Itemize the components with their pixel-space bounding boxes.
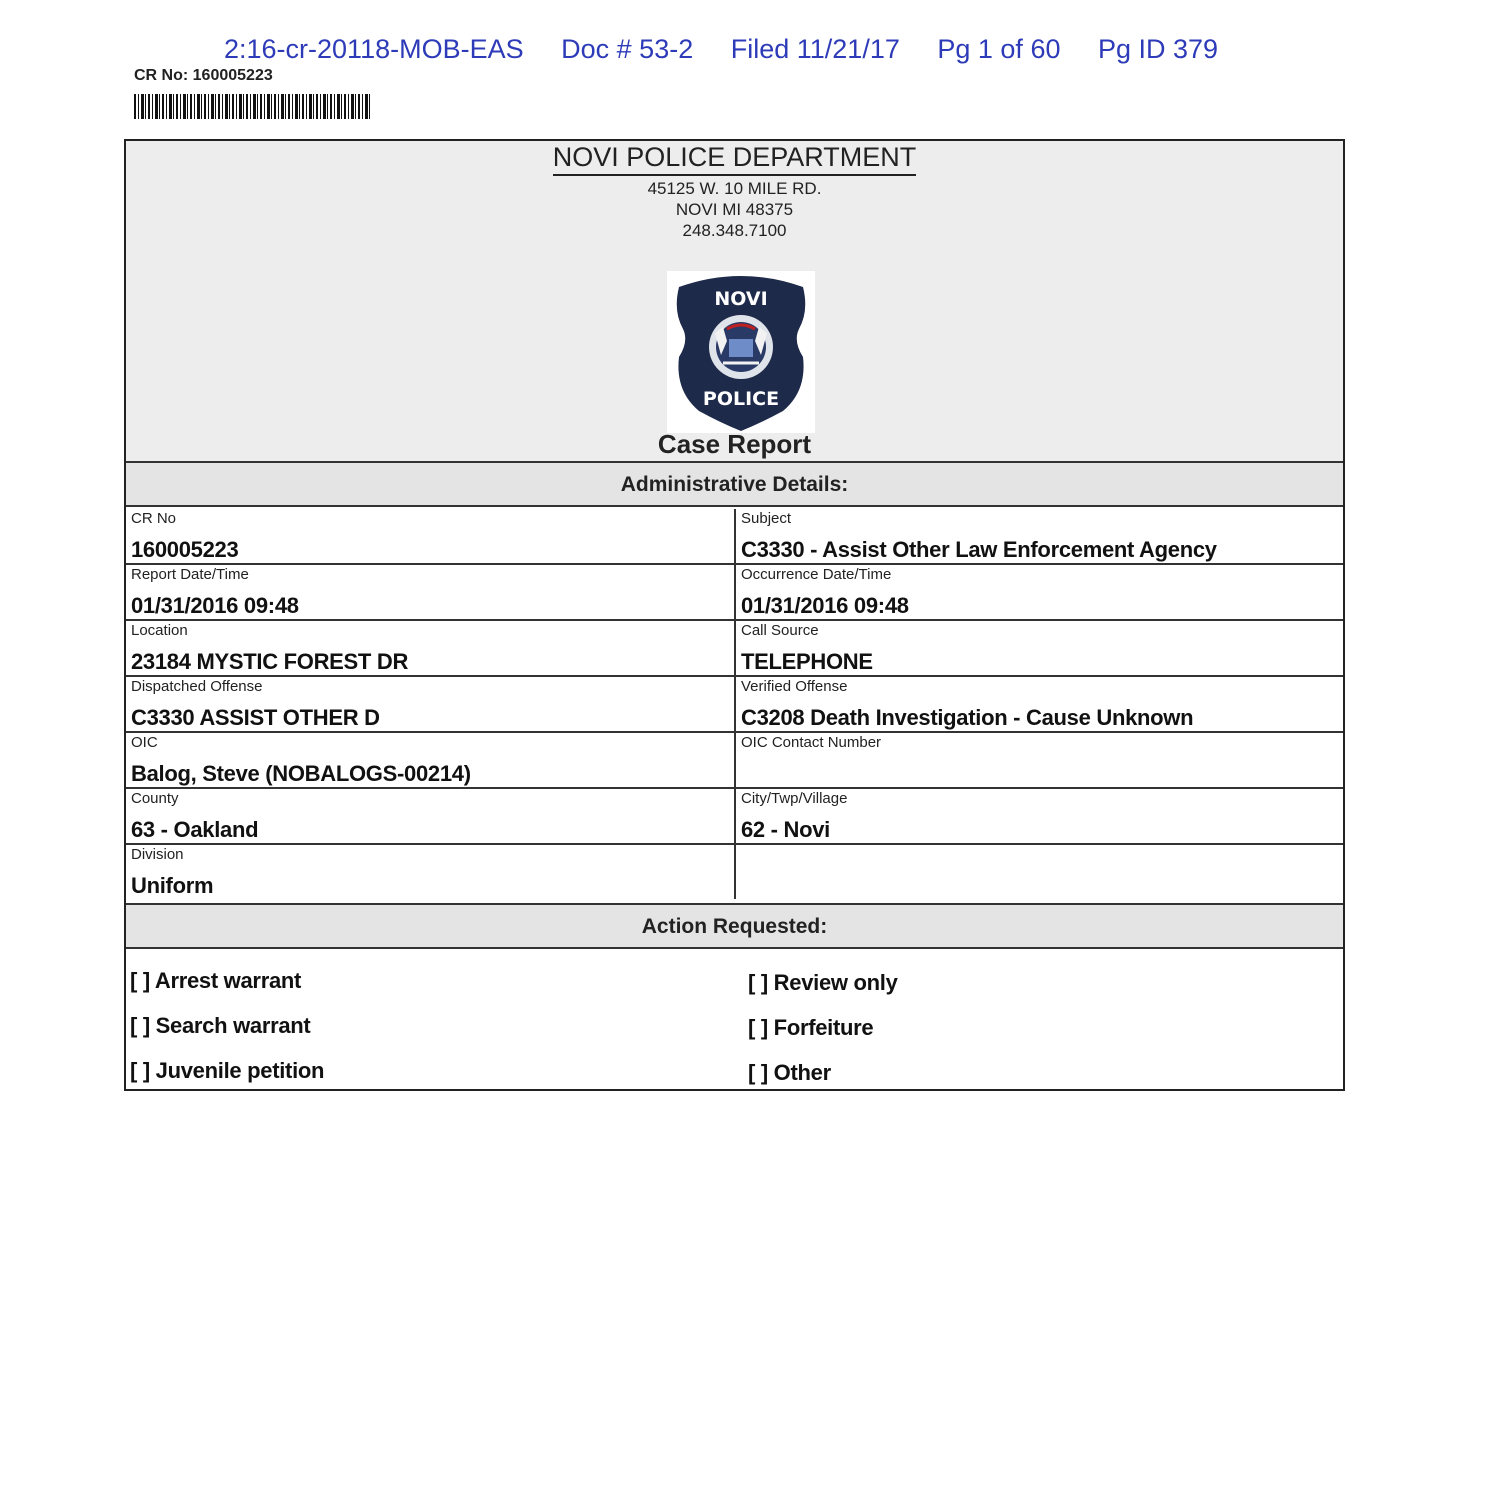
address-line-1: 45125 W. 10 MILE RD. — [647, 179, 822, 198]
field-division: Division Uniform — [126, 845, 736, 899]
phone-number: 248.348.7100 — [682, 221, 787, 240]
action-requested-list — [126, 963, 1343, 1089]
action-arrest-warrant: [ ] Arrest warrant — [130, 968, 302, 993]
court-filing-header — [224, 34, 1304, 65]
action-other: [ ] Other — [748, 1060, 831, 1085]
barcode — [134, 94, 370, 119]
admin-details-grid — [126, 509, 1343, 901]
field-verified-offense: Verified Offense C3208 Death Investigation - Cause Unknown — [741, 678, 1194, 730]
case-report-form — [124, 139, 1345, 1091]
field-location: Location 23184 MYSTIC FOREST DR — [126, 621, 736, 675]
field-cr-no: CR No 160005223 — [126, 509, 736, 563]
page-count: Pg 1 of 60 — [937, 34, 1061, 64]
svg-text:NOVI: NOVI — [714, 288, 768, 310]
field-call-source: Call Source TELEPHONE — [741, 622, 873, 674]
case-number: 2:16-cr-20118-MOB-EAS — [224, 34, 524, 64]
field-city-twp-village: City/Twp/Village 62 - Novi — [741, 790, 848, 842]
table-row — [126, 733, 1343, 789]
admin-details-heading: Administrative Details: — [126, 461, 1343, 507]
svg-text:POLICE: POLICE — [702, 388, 780, 410]
page-id: Pg ID 379 — [1098, 34, 1219, 64]
table-row — [126, 509, 1343, 565]
field-dispatched-offense: Dispatched Offense C3330 ASSIST OTHER D — [126, 677, 736, 731]
action-juvenile-petition: [ ] Juvenile petition — [130, 1058, 325, 1083]
police-badge-logo — [667, 271, 815, 433]
field-report-datetime: Report Date/Time 01/31/2016 09:48 — [126, 565, 736, 619]
letterhead — [126, 141, 1343, 461]
department-name: NOVI POLICE DEPARTMENT — [126, 141, 1343, 176]
filed-date: Filed 11/21/17 — [730, 34, 900, 64]
field-occurrence-datetime: Occurrence Date/Time 01/31/2016 09:48 — [741, 566, 909, 618]
doc-number: Doc # 53-2 — [561, 34, 694, 64]
report-title: Case Report — [657, 429, 812, 459]
table-row — [126, 845, 1343, 901]
table-row — [126, 789, 1343, 845]
field-subject: Subject C3330 - Assist Other Law Enforcement Agency — [741, 510, 1217, 562]
cr-number-top: CR No: 160005223 — [134, 67, 273, 84]
badge-icon — [667, 271, 815, 433]
table-row — [126, 565, 1343, 621]
field-oic-contact: OIC Contact Number — [741, 734, 882, 751]
action-requested-heading: Action Requested: — [126, 903, 1343, 949]
field-empty — [736, 845, 1343, 899]
table-row — [126, 677, 1343, 733]
field-oic: OIC Balog, Steve (NOBALOGS-00214) — [126, 733, 736, 787]
action-forfeiture: [ ] Forfeiture — [748, 1015, 874, 1040]
address-line-2: NOVI MI 48375 — [675, 200, 794, 219]
action-search-warrant: [ ] Search warrant — [130, 1013, 311, 1038]
table-row — [126, 621, 1343, 677]
action-review-only: [ ] Review only — [748, 970, 898, 995]
field-county: County 63 - Oakland — [126, 789, 736, 843]
